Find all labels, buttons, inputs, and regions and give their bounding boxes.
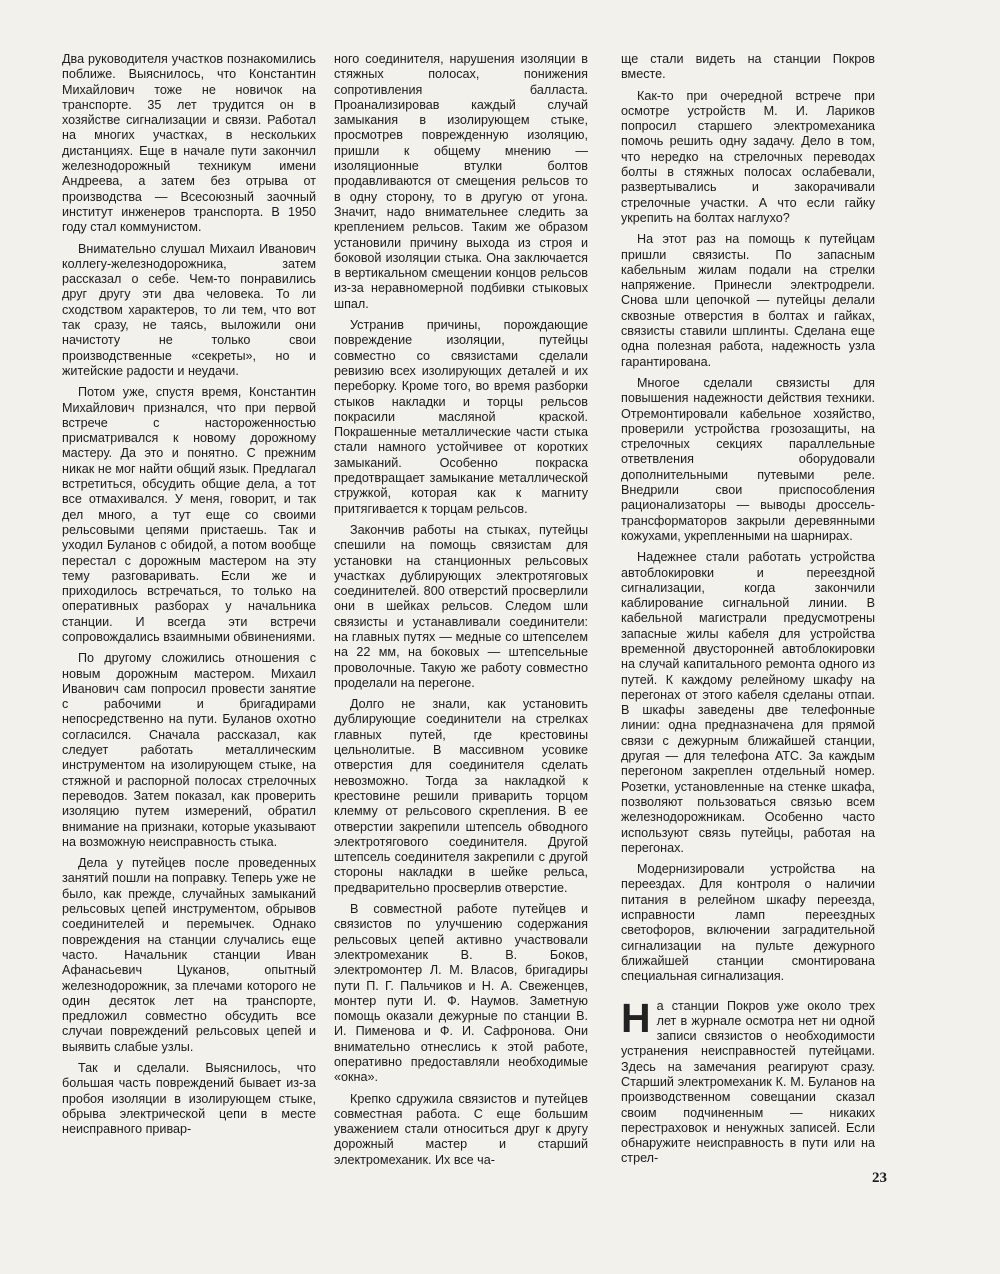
paragraph: В совместной работе путейцев и связистов по улучшению содержания рельсовых цепей активно участвовали электромеханик В. В. Боков, электромонтер Л. М. Власов, бригадиры пути П. Г. Пальчиков и Н. А. Свеженцев, монтер пути И. Ф. Наумов. Заметную помощь оказали дежурные по станции В. И. Пименова и Ф. И. Сафронова. Они внимательно отнеслись к этой работе, оперативно предоставляли необходимые «окна». [334,902,588,1085]
paragraph: Устранив причины, порождающие повреждение изоляции, путейцы совместно со связистами сделали ревизию всех изолирующих деталей и их переборку. Кроме того, во время разборки стыков накладки и торцы рельсов покрасили масляной краской. Покрашенные металлические части стыка стали намного устойчивее от коротких замыканий. Особенно покраска предотвращает замыкание металлической стружкой, которая как к магниту притягивается к торцам рельсов. [334,318,588,516]
paragraph: ще стали видеть на станции Покров вместе. [621,52,875,82]
page-number: 23 [872,1170,887,1186]
paragraph: Так и сделали. Выяснилось, что большая часть повреждений бывает из-за пробоя изоляции в изолирующем стыке, обрыва электрической цепи в месте неисправного привар- [62,1061,316,1137]
paragraph: Внимательно слушал Михаил Иванович коллегу-железнодорожника, затем рассказал о себе. Чем-то понравились друг другу эти два человека. То ли сходством характеров, то ли тем, что вот так сразу, не таясь, выложили они начистоту не только свои производственные «секреты», но и житейские радости и неудачи. [62,241,316,378]
paragraph: Потом уже, спустя время, Константин Михайлович признался, что при первой встрече с настороженностью присматривался к новому дорожному мастеру. Да это и понятно. С прежним никак не мог найти общий язык. Предлагал встретиться, обсудить общие дела, а тот все отмахивался. У меня, говорит, и так дел много, а тут еще со своими рельсовыми цепями пристаешь. Так и уходил Буланов с обидой, а потом вообще перестал с дорожным мастером на эту тему разговаривать. Если же и приходилось встречаться, то только на оперативных разборах у начальника станции. И всегда эти встречи сопровождались взаимными обвинениями. [62,385,316,644]
paragraph-with-dropcap [621,994,875,1167]
paragraph: Многое сделали связисты для повышения надежности действия техники. Отремонтировали кабельное хозяйство, проверили устройства грозозащиты, на стрелочных секциях параллельные ответвления оборудовали дополнительными путевыми реле. Внедрили свои приспособления рационализаторы — выводы дроссель-трансформаторов закрыли деревянными кожухами, укрепленными на шарнирах. [621,375,875,543]
paragraph: По другому сложились отношения с новым дорожным мастером. Михаил Иванович сам попросил провести занятие с рабочими и бригадирами непосредственно на пути. Буланов охотно согласился. Сначала рассказал, как следует работать металлическим инструментом на изолирующем стыке, на стяжной и распорной полосах стрелочных переводов. Затем показал, как проверить изоляцию путем измерений, обратил внимание на признаки, которые указывают на возможную неисправность стыка. [62,651,316,849]
paragraph: Закончив работы на стыках, путейцы спешили на помощь связистам для установки на станционных рельсовых участках дублирующих электротяговых соединителей. 800 отверстий просверлили они в шейках рельсов. Следом шли связисты и устанавливали соединители: на главных путях — медные со штепселем на 22 мм, на боковых — штепсельные проволочные. Такую же работу совместно проделали на перегоне. [334,522,588,690]
paragraph: Долго не знали, как установить дублирующие соединители на стрелках главных путей, где крестовины цельнолитые. В массивном усовике отверстия для соединителя сделать невозможно. Тогда за накладкой к крестовине решили приварить торцом клемму от рельсового скрепления. В ее отверстии закрепили штепсель обводного электротягового соединителя. Другой штепсель соединителя закрепили с другой стороны накладки в шейке рельса, предварительно просверлив отверстие. [334,697,588,895]
paragraph: Модернизировали устройства на переездах. Для контроля о наличии питания в релейном шкафу переезда, исправности ламп переездных светофоров, включении заградительной сигнализации на пульте дежурного ближайшей станции смонтирована специальная сигнализация. [621,862,875,984]
dropcap-paragraph-text: а станции Покров уже около трех лет в журнале осмотра нет ни одной записи связистов о необходимости устранения неисправностей путейцами. Здесь на замечания реагируют сразу. Старший электромеханик К. М. Буланов на производственном совещании сказал своим подчиненным — никаких перестраховок и ненужных записей. Если обнаружите неисправность в пути или на стрел- [621,998,875,1166]
text-column-1 [62,52,316,1143]
paragraph: Дела у путейцев после проведенных занятий пошли на поправку. Теперь уже не было, как прежде, случайных замыканий рельсовых цепей инструментом, обрывов соединителей и перемычек. Однако повреждения на станции случались еще часто. Начальник станции Иван Афанасьевич Цуканов, опытный железнодорожник, за плечами которого не один десяток лет на транспорте, предложил совместно обсудить все случаи повреждений рельсовых цепей и выявить слабые узлы. [62,856,316,1054]
paragraph: Два руководителя участков познакомились поближе. Выяснилось, что Константин Михайлович тоже не новичок на транспорте. 35 лет трудится он в хозяйстве сигнализации и связи. Работал на многих участках, в нескольких дистанциях. Еще в начале пути закончил железнодорожный техникум имени Андреева, а затем без отрыва от производства — Всесоюзный заочный институт инженеров транспорта. В 1950 году стал коммунистом. [62,52,316,235]
paragraph: Как-то при очередной встрече при осмотре устройств М. И. Лариков попросил старшего электромеханика помочь решить одну задачу. Дело в том, что нередко на стрелочных переводах болты в стяжных полосах ослабевали, развертывались и закорачивали стрелочные участки. А что если гайку укрепить на болтах наглухо? [621,88,875,225]
text-column-3 [621,52,875,1173]
paragraph: На этот раз на помощь к путейцам пришли связисты. По запасным кабельным жилам подали на стрелки напряжение. Принесли электродрели. Снова шли цепочкой — путейцы делали сквозные отверстия в болтах и гайках, связисты ставили шплинты. Сделана еще одна полезная работа, надежность узла гарантирована. [621,232,875,369]
text-column-2 [334,52,588,1174]
paragraph: Надежнее стали работать устройства автоблокировки и переездной сигнализации, когда закончили каблирование сигнальной линии. В кабельной магистрали предусмотрены запасные жилы кабеля для устройства временной двусторонней автоблокировки на случай капитального ремонта одного из путей. К каждому релейному шкафу на перегонах от этого кабеля сделаны отпаи. В шкафы заведены две телефонные линии: одна предназначена для прямой связи с дежурным ближайшей станции, другая — для телефона АТС. За каждым перегоном закреплен отдельный номер. Розетки, установленные на стенке шкафа, позволяют пользоваться связью всем железнодорожникам. Особенно часто используют связь путейцы, работая на перегонах. [621,550,875,855]
paragraph: Крепко сдружила связистов и путейцев совместная работа. С еще большим уважением стали относиться друг к другу дорожный мастер и старший электромеханик. Их все ча- [334,1091,588,1167]
paragraph: ного соединителя, нарушения изоляции в стяжных полосах, понижения сопротивления балласта. Проанализировав каждый случай замыкания в изолирующем стыке, просмотрев поврежденную изоляцию, пришли к общему мнению — изоляционные втулки болтов продавливаются от смещения рельсов то в одну сторону, то в другую от угона. Значит, надо внимательнее следить за креплением рельсов. Таким же образом установили причину выхода из строя и боковой изоляции стыка. Она заключается в вертикальном смещении концов рельсов из-за неравномерной подбивки стыковых шпал. [334,52,588,311]
drop-cap: Н [621,994,651,1041]
